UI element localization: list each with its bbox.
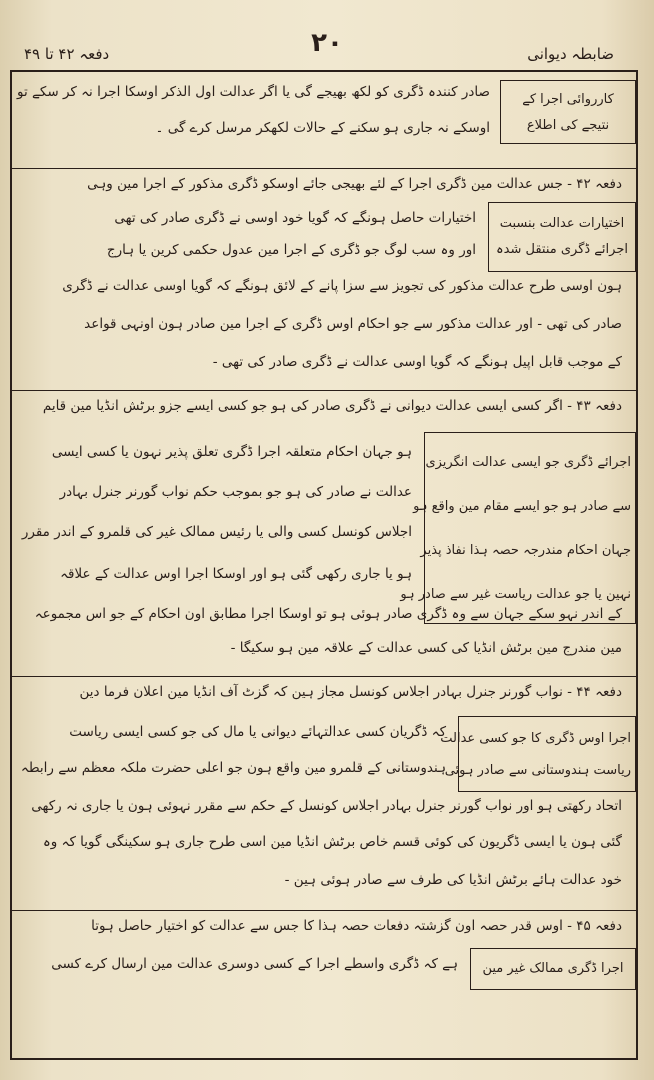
body-line: اور وہ سب لوگ جو ڈگری کے اجرا مین عدول حکمی کرین یا ہارج (106, 242, 476, 258)
margin-note-line: ریاست ہندوستانی سے صادر ہوئی (444, 763, 631, 778)
margin-note (500, 80, 636, 144)
body-line: صادر کی تھی - اور عدالت مذکور سے جو احکام اوس ڈگری کے اجرا مین صادر ہون اونہی قواعد (84, 316, 622, 332)
margin-note-line: جہان احکام مندرجہ حصہ ہذا نفاذ پذیر (420, 543, 631, 558)
divider (12, 676, 636, 677)
body-line: ہو جہان احکام متعلقہ اجرا ڈگری تعلق پذیر نہون یا کسی ایسی (51, 444, 412, 460)
body-line: گئی ہون یا ایسی ڈگریون کی کوئی قسم خاص برٹش انڈیا مین اسی طرح جاری ہو سکینگی گویا کہ وہ (42, 834, 622, 850)
body-line: دفعہ ۴۴ - نواب گورنر جنرل بہادر اجلاس کونسل مجاز ہین کہ گزٹ آف انڈیا مین اعلان فرما دین (79, 684, 622, 700)
page-number: ۲۰ (311, 28, 343, 58)
margin-note-line: اجرا ڈگری ممالک غیر مین (482, 961, 624, 976)
body-line: ہون اوسی طرح عدالت مذکور کی تجویز سے سزا پانے کے لائق ہونگے کہ گویا اوسی عدالت نے ڈگری (62, 278, 622, 294)
margin-note-line: نتیجے کی اطلاع (526, 118, 610, 133)
body-line: ہے کہ ڈگری واسطے اجرا کے کسی دوسری عدالت مین ارسال کرے کسی (51, 956, 458, 972)
body-line: خود عدالت ہائے برٹش انڈیا کی طرف سے صادر ہوئی ہین - (284, 872, 622, 888)
body-line: مین مندرج مین برٹش انڈیا کی کسی عدالت کے علاقہ مین ہو سکیگا - (230, 640, 622, 656)
margin-note-line: اختیارات عدالت بنسبت (499, 216, 625, 231)
body-line: کے موجب قابل اپیل ہونگے کہ گویا اوسی عدالت نے ڈگری صادر کی تھی - (212, 354, 622, 370)
margin-note-line: کارروائی اجرا کے (522, 92, 614, 107)
margin-note (440, 716, 636, 792)
body-line: عدالت نے صادر کی ہو جو بموجب حکم نواب گورنر جنرل بہادر (59, 484, 412, 500)
body-line: ہو یا جاری رکھی گئی ہو اور اوسکا اجرا اوس عدالت کے علاقہ (60, 566, 412, 582)
margin-note-line: اجرائے ڈگری جو ایسی عدالت انگریزی (425, 455, 631, 470)
margin-note-line: اجرا اوس ڈگری کا جو کسی عدالت (440, 731, 631, 746)
divider (12, 910, 636, 911)
body-line: صادر کنندہ ڈگری کو لکھ بھیجے گی یا اگر عدالت اول الذکر اوسکا اجرا نہ کر سکے تو (16, 84, 490, 100)
margin-note-line: سے صادر ہو جو ایسے مقام مین واقع ہو (413, 499, 631, 514)
divider (12, 390, 636, 391)
body-line: دفعہ ۴۵ - اوس قدر حصہ اون گزشتہ دفعات حصہ ہذا کا جس سے عدالت کو اختیار حاصل ہوتا (91, 918, 622, 934)
body-line: ہندوستانی کے قلمرو مین واقع ہون جو اعلی حضرت ملکہ معظم سے رابطہ (20, 760, 446, 776)
section-range: دفعہ ۴۲ تا ۴۹ (24, 45, 110, 63)
body-line: کے اندر نہو سکے جہان سے وہ ڈگری صادر ہوئی ہو تو اوسکا اجرا مطابق اون احکام کے جو اس مجموعہ (34, 606, 622, 622)
margin-note-line: نہین یا جو عدالت ریاست غیر سے صادر ہو (400, 587, 631, 602)
margin-note (400, 432, 636, 624)
text-frame (10, 70, 638, 1060)
body-line: اتحاد رکھتی ہو اور نواب گورنر جنرل بہادر اجلاس کونسل کے حکم سے مقرر نہوئی ہون یا جاری نہ رکھی (31, 798, 622, 814)
divider (12, 168, 636, 169)
body-line: اجلاس کونسل کسی والی یا رئیس ممالک غیر کی قلمرو کے اندر مقرر (21, 524, 412, 540)
body-line: دفعہ ۴۲ - جس عدالت مین ڈگری اجرا کے لئے بھیجی جائے اوسکو ڈگری مذکور کے اجرا مین وہی (87, 176, 622, 192)
body-line: اوسکے نہ جاری ہو سکنے کے حالات لکھکر مرسل کرے گی ۔ (155, 120, 490, 136)
book-title: ضابطہ دیوانی (527, 45, 614, 63)
body-line: دفعہ ۴۳ - اگر کسی ایسی عدالت دیوانی نے ڈگری صادر کی ہو جو کسی ایسے جزو برٹش انڈیا مین قایم (42, 398, 622, 414)
body-line: اختیارات حاصل ہونگے کہ گویا خود اوسی نے ڈگری صادر کی تھی (114, 210, 476, 226)
margin-note-line: اجرائے ڈگری منتقل شدہ (496, 242, 628, 257)
margin-note (488, 202, 636, 272)
margin-note (470, 948, 636, 990)
body-line: کہ ڈگریان کسی عدالتہائے دیوانی یا مال کی جو کسی ایسی ریاست (69, 724, 446, 740)
